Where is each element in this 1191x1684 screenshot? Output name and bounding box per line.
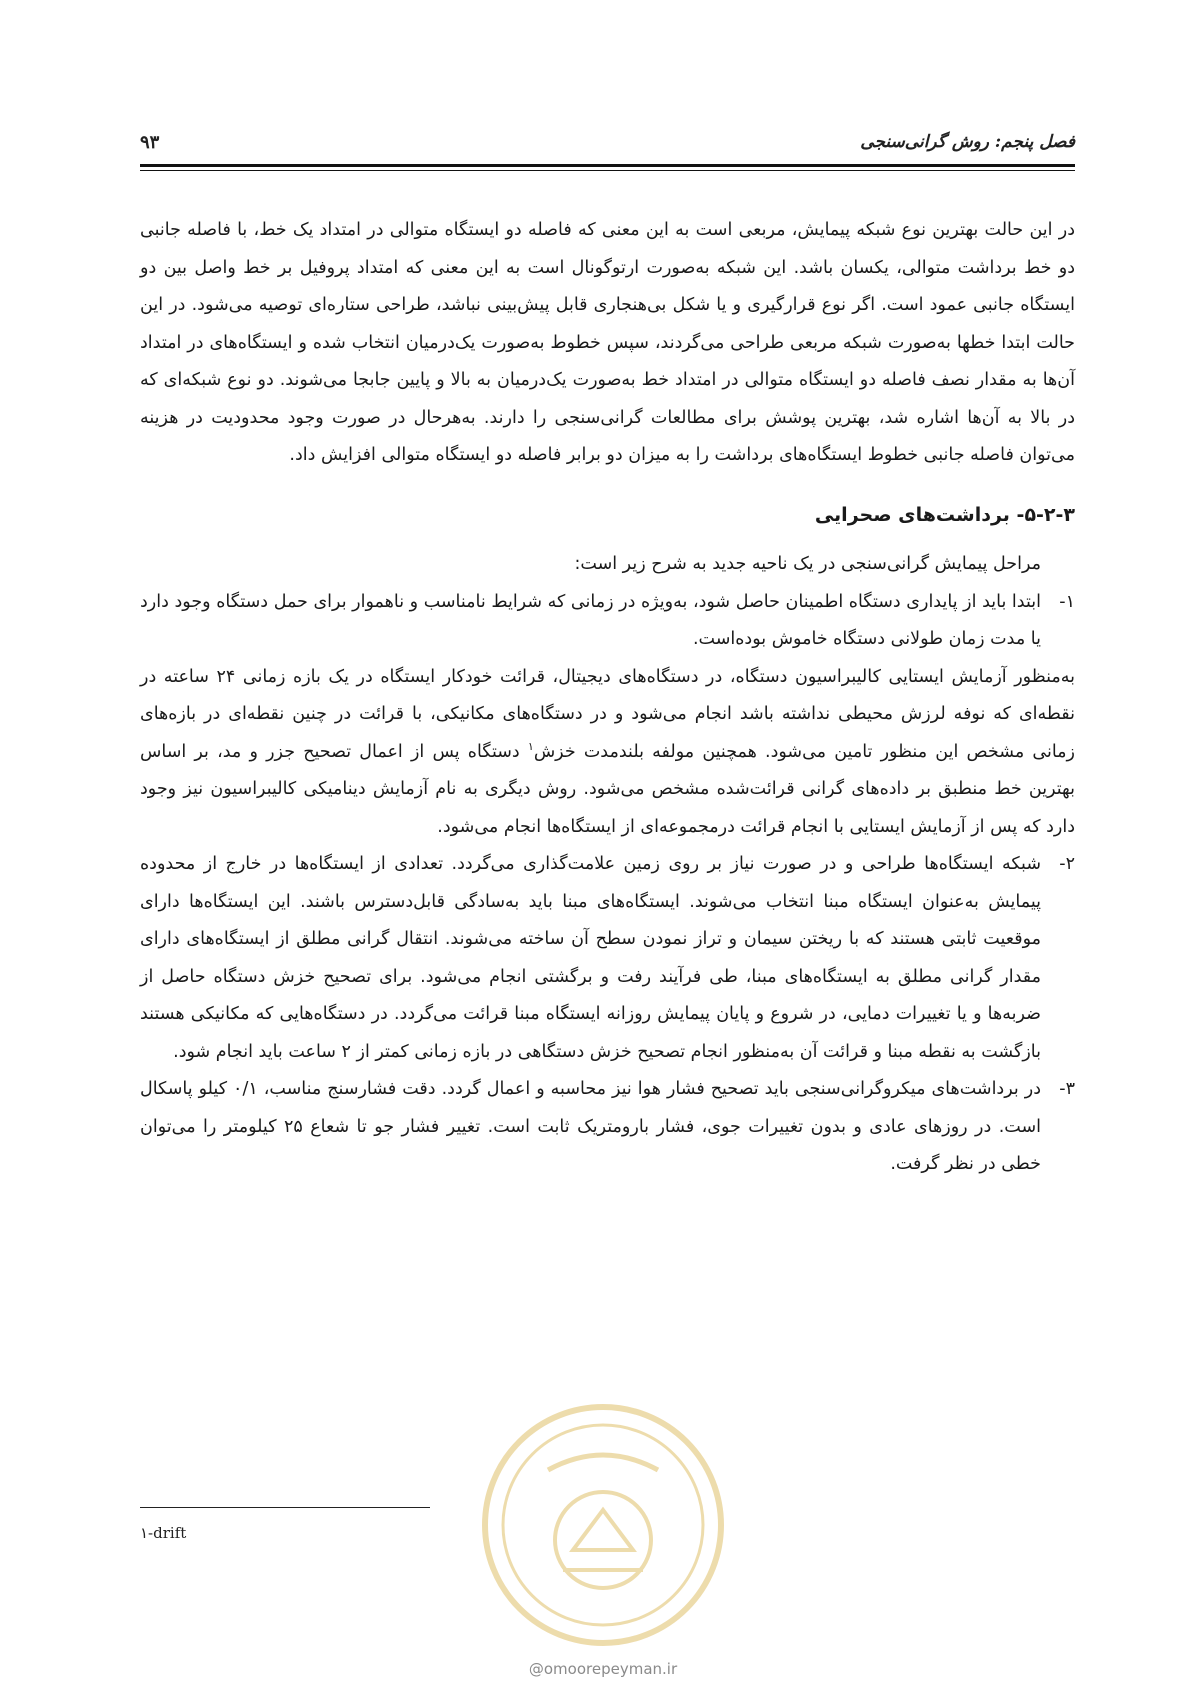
intro-paragraph: در این حالت بهترین نوع شبکه پیمایش، مربعی است به این معنی که فاصله دو ایستگاه متوالی در امتداد یک خط، با فاصله جانبی دو خط برداشت متوالی، یکسان باشد. این شبکه به‌صورت ارتوگونال است به این معنی که امتداد پروفیل بر خط واصل بین دو ایستگاه جانبی عمود است. اگر نوع قرارگیری و یا شکل بی‌هنجاری قابل پیش‌بینی نباشد، طراحی ستاره‌ای توصیه می‌شود. در این حالت ابتدا خطها به‌صورت شبکه مربعی طراحی می‌گردند، سپس خطوط به‌صورت یک‌درمیان انتخاب شده و ایستگاه‌های در امتداد آن‌ها به مقدار نصف فاصله دو ایستگاه متوالی در امتداد خط به‌صورت یک‌درمیان به بالا و پایین جابجا می‌شوند. دو نوع شبکه‌ای که در بالا به آن‌ها اشاره شد، بهترین پوشش برای مطالعات گرانی‌سنجی را دارند. به‌هرحال در صورت وجود محدودیت در هزینه می‌توان فاصله جانبی خطوط ایستگاه‌های برداشت را به میزان دو برابر فاصله دو ایستگاه متوالی افزایش داد.	[140, 220, 1075, 465]
page-number: ۹۳	[140, 132, 160, 153]
list-item-text: شبکه ایستگاه‌ها طراحی و در صورت نیاز بر روی زمین علامت‌گذاری می‌گردد. تعدادی از ایستگاه‌ها در خارج از محدوده پیمایش به‌عنوان ایستگاه مبنا انتخاب می‌شوند. ایستگاه‌های مبنا باید به‌سادگی قابل‌دسترس باشند. این ایستگاه‌ها دارای موقعیت ثابتی هستند که با ریختن سیمان و تراز نمودن سطح آن ساخته می‌شوند. انتقال گرانی مطلق از ایستگاه‌های دارای مقدار گرانی مطلق به ایستگاه‌های مبنا، طی فرآیند رفت و برگشتی انجام می‌شود. برای تصحیح خزش دستگاه حاصل از ضربه‌ها و یا تغییرات دمایی، در شروع و پایان پیمایش روزانه ایستگاه مبنا قرائت می‌گردد. در دستگاه‌هایی که مکانیکی هستند بازگشت به نقطه مبنا و قرائت آن به‌منظور انجام تصحیح خزش دستگاهی در بازه زمانی کمتر از ۲ ساعت باید انجام شود.	[140, 854, 1041, 1062]
list-item	[140, 846, 1075, 1071]
running-header	[140, 128, 1075, 168]
procedure-list-continued	[140, 846, 1075, 1184]
chapter-title: فصل پنجم: روش گرانی‌سنجی	[860, 132, 1075, 152]
list-item-number: ۳-	[1059, 1079, 1075, 1099]
list-item-number: ۱-	[1059, 591, 1075, 612]
footnote-reference: ۱	[527, 739, 534, 753]
calibration-paragraph	[140, 659, 1075, 847]
list-item-number: ۲-	[1059, 854, 1075, 874]
section-number: ۵-۲-۳-	[1016, 503, 1075, 526]
watermark-caption: @omoorepeyman.ir	[528, 1660, 678, 1678]
watermark-seal-icon	[478, 1400, 728, 1650]
procedure-list	[140, 584, 1075, 659]
footnote: ۱-drift	[140, 1524, 187, 1542]
header-rule-thin	[140, 170, 1075, 171]
footnote-separator	[140, 1507, 430, 1508]
lead-sentence: مراحل پیمایش گرانی‌سنجی در یک ناحیه جدید به شرح زیر است:	[574, 554, 1041, 574]
body-text	[140, 212, 1075, 1184]
calibration-text-part2: دستگاه پس از اعمال تصحیح جزر و مد، بر اساس بهترین خط منطبق بر داده‌های گرانی قرائت‌شده مشخص می‌شود. روش دیگری به نام آزمایش دینامیکی کالیبراسیون نیز وجود دارد که پس از آزمایش ایستایی با انجام قرائت درمجموعه‌ای از ایستگاه‌ها انجام می‌شود.	[140, 741, 1075, 837]
list-item-text: ابتدا باید از پایداری دستگاه اطمینان حاصل شود، به‌ویژه در زمانی که شرایط نامناسب و ناهموار برای حمل دستگاه وجود دارد یا مدت زمان طولانی دستگاه خاموش بوده‌است.	[140, 591, 1041, 649]
list-item	[140, 1071, 1075, 1184]
list-item	[140, 584, 1075, 659]
section-title: برداشت‌های صحرایی	[814, 503, 1010, 526]
list-item-text: در برداشت‌های میکروگرانی‌سنجی باید تصحیح فشار هوا نیز محاسبه و اعمال گردد. دقت فشارسنج مناسب، ۰/۱ کیلو پاسکال است. در روزهای عادی و بدون تغییرات جوی، فشار بارومتریک ثابت است. تغییر فشار جو تا شعاع ۲۵ کیلومتر را می‌توان خطی در نظر گرفت.	[140, 1079, 1042, 1174]
header-rule-thick	[140, 164, 1075, 167]
calibration-text-part1: به‌منظور آزمایش ایستایی کالیبراسیون دستگاه، در دستگاه‌های دیجیتال، قرائت خودکار ایستگاه در یک بازه زمانی ۲۴ ساعته در نقطه‌ای که نوفه لرزش محیطی نداشته باشد انجام می‌شود و در دستگاه‌های مکانیکی، با قرائت در چنین نقطه‌ای در بازه‌های زمانی مشخص این منظور تامین می‌شود. همچنین مولفه بلندمدت خزش	[140, 666, 1075, 762]
section-heading	[140, 497, 1075, 535]
